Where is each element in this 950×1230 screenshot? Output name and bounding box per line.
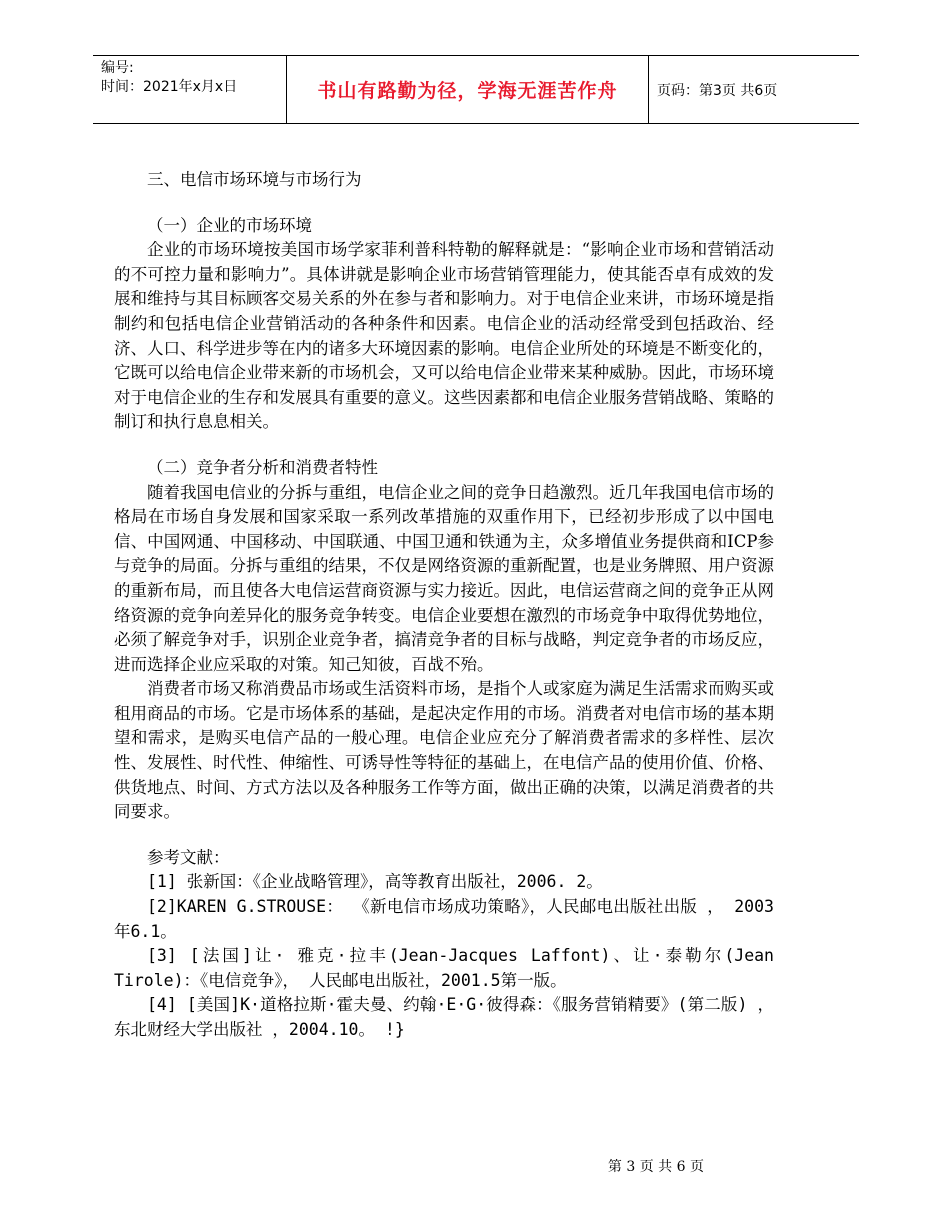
header-motto: 书山有路勤为径，学海无涯苦作舟: [286, 56, 649, 123]
section-title: 三、电信市场环境与市场行为: [147, 170, 362, 189]
reference-item: [2]KAREN G.STROUSE： 《新电信市场成功策略》，人民邮电出版社出版 ， 2003年6.1。: [114, 897, 774, 941]
reference-item: [4] [美国]K·道格拉斯·霍夫曼、约翰·E·G·彼得森：《服务营销精要》(第二版) ，东北财经大学出版社 ，2004.10。 !}: [114, 995, 774, 1039]
paragraph-competition: 随着我国电信业的分拆与重组，电信企业之间的竞争日趋激烈。近几年我国电信市场的格局在市场自身发展和国家采取一系列改革措施的双重作用下，已经初步形成了以中国电信、中国网通、中国移动、中国联通、中国卫通和铁通为主，众多增值业务提供商和ICP参与竞争的局面。分拆与重组的结果，不仅是网络资源的重新配置，也是业务牌照、用户资源的重新布局，而且使各大电信运营商资源与实力接近。因此，电信运营商之间的竞争正从网络资源的竞争向差异化的服务竞争转变。电信企业要想在激烈的市场竞争中取得优势地位，必须了解竞争对手，识别企业竞争者，搞清竞争者的目标与战略，判定竞争者的市场反应，进而选择企业应采取的对策。知己知彼，百战不殆。: [114, 482, 774, 674]
references-title: 参考文献：: [147, 847, 230, 867]
time-label: 时间：2021年x月x日: [101, 79, 238, 95]
paragraph-consumers: 消费者市场又称消费品市场或生活资料市场，是指个人或家庭为满足生活需求而购买或租用商品的市场。它是市场体系的基础，是起决定作用的市场。消费者对电信市场的基本期望和需求，是购买电信产品的一般心理。电信企业应充分了解消费者需求的多样性、层次性、发展性、时代性、伸缩性、可诱导性等特征的基础上，在电信产品的使用价值、价格、供货地点、时间、方式方法以及各种服务工作等方面，做出正确的决策，以满足消费者的共同要求。: [114, 679, 774, 822]
header-meta: [101, 59, 281, 97]
page-header: [93, 55, 859, 124]
number-label: 编号:: [101, 60, 134, 76]
subsection-title-competitors: （二）竞争者分析和消费者特性: [147, 457, 378, 477]
document-body: [114, 168, 774, 1043]
reference-item: [1] 张新国：《企业战略管理》，高等教育出版社，2006. 2。: [147, 872, 603, 892]
reference-item: [3] [法国]让· 雅克·拉丰(Jean-Jacques Laffont)、让·泰勒尔(Jean Tirole)：《电信竞争》， 人民邮电出版社，2001.5第一版。: [114, 946, 774, 990]
subsection-title-market-environment: （一）企业的市场环境: [147, 215, 312, 235]
header-page-info: 页码：第3页 共6页: [657, 83, 778, 99]
page-footer: 第 3 页 共 6 页: [607, 1159, 704, 1175]
paragraph-market-environment: 企业的市场环境按美国市场学家菲利普科特勒的解释就是：“影响企业市场和营销活动的不可控力量和影响力”。具体讲就是影响企业市场营销管理能力，使其能否卓有成效的发展和维持与其目标顾客交易关系的外在参与者和影响力。对于电信企业来讲，市场环境是指制约和包括电信企业营销活动的各种条件和因素。电信企业的活动经常受到包括政治、经济、人口、科学进步等在内的诸多大环境因素的影响。电信企业所处的环境是不断变化的，它既可以给电信企业带来新的市场机会，又可以给电信企业带来某种威胁。因此，市场环境对于电信企业的生存和发展具有重要的意义。这些因素都和电信企业服务营销战略、策略的制订和执行息息相关。: [114, 240, 774, 432]
